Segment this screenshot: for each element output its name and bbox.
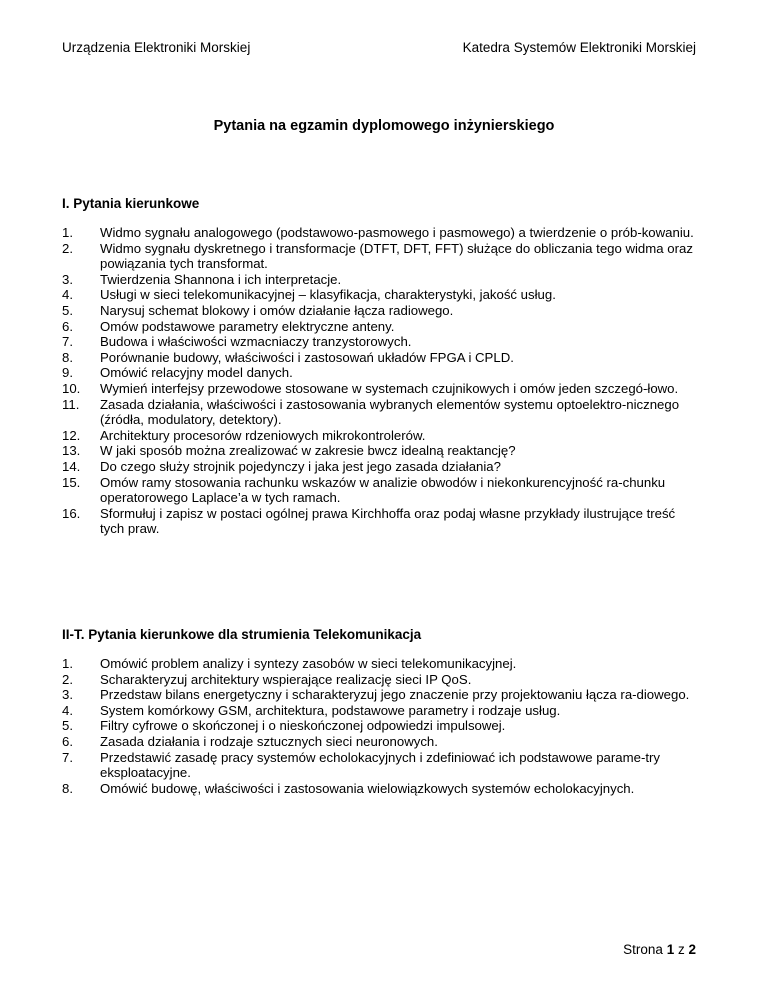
item-number: 13. [62, 443, 81, 459]
item-text: Narysuj schemat blokowy i omów działanie łącza radiowego. [100, 302, 454, 318]
list-item [62, 365, 702, 381]
item-text: Zasada działania i rodzaje sztucznych sieci neuronowych. [100, 733, 438, 749]
list-item [62, 381, 702, 397]
item-number: 1. [62, 656, 73, 671]
item-text: Twierdzenia Shannona i ich interpretacje. [100, 271, 342, 287]
list-item [62, 459, 702, 475]
item-number: 10. [62, 380, 81, 396]
list-item [62, 781, 702, 797]
document-title: Pytania na egzamin dyplomowego inżynierskiego [213, 118, 555, 134]
item-text: Sformułuj i zapisz w postaci ogólnej prawa Kirchhoffa oraz podaj własne przykłady ilustrujące treść tych praw. [100, 505, 676, 537]
list-item [62, 241, 702, 272]
item-number: 15. [62, 474, 81, 490]
item-number: 2. [62, 240, 73, 256]
item-text: Omów ramy stosowania rachunku wskazów w analizie obwodów i niekonkurencyjność ra-chunku operatorowego Laplace’a w tych ramach. [100, 474, 666, 506]
item-number: 7. [62, 334, 73, 350]
item-text: Filtry cyfrowe o skończonej i o nieskończonej odpowiedzi impulsowej. [100, 718, 506, 734]
list-item [62, 687, 702, 703]
item-number: 7. [62, 749, 73, 765]
question-list-general [62, 225, 702, 537]
item-number: 14. [62, 458, 81, 474]
list-item [62, 428, 702, 444]
list-item [62, 350, 702, 366]
header-course-name: Urządzenia Elektroniki Morskiej [62, 40, 251, 55]
item-number: 2. [62, 671, 73, 687]
item-text: Wymień interfejsy przewodowe stosowane w systemach czujnikowych i omów jeden szczegó-łowo. [100, 380, 679, 396]
list-item [62, 475, 702, 506]
current-page: 1 [666, 942, 675, 957]
item-text: Budowa i właściwości wzmacniaczy tranzystorowych. [100, 334, 412, 350]
item-text: W jaki sposób można zrealizować w zakresie bwcz idealną reaktancję? [100, 443, 516, 459]
item-text: Przedstawić zasadę pracy systemów echolokacyjnych i zdefiniować ich podstawowe parame-try eksploatacyjne. [100, 749, 660, 781]
item-text: System komórkowy GSM, architektura, podstawowe parametry i rodzaje usług. [100, 702, 561, 718]
section-heading-general: I. Pytania kierunkowe [62, 196, 200, 211]
item-text: Omówić budowę, właściwości i zastosowania wielowiązkowych systemów echolokacyjnych. [100, 780, 635, 796]
item-number: 3. [62, 687, 73, 703]
item-text: Usługi w sieci telekomunikacyjnej – klasyfikacja, charakterystyki, jakość usług. [100, 287, 556, 303]
page-label: Strona [623, 942, 663, 957]
item-text: Zasada działania, właściwości i zastosowania wybranych elementów systemu optoelektro-nicznego (źródła, modulatory, detektory). [100, 396, 680, 428]
header-department-name: Katedra Systemów Elektroniki Morskiej [462, 40, 696, 55]
item-number: 16. [62, 505, 81, 521]
item-text: Widmo sygnału analogowego (podstawowo-pasmowego i pasmowego) a twierdzenie o prób-kowaniu. [100, 225, 694, 240]
question-list-telecom [62, 656, 702, 796]
list-item [62, 287, 702, 303]
page-separator: z [677, 942, 685, 957]
item-number: 4. [62, 287, 73, 303]
list-item [62, 750, 702, 781]
list-item [62, 319, 702, 335]
list-item [62, 397, 702, 428]
item-number: 3. [62, 271, 73, 287]
list-item [62, 334, 702, 350]
section-heading-telecom: II-T. Pytania kierunkowe dla strumienia Telekomunikacja [62, 627, 422, 642]
item-number: 9. [62, 365, 73, 381]
item-number: 6. [62, 733, 73, 749]
list-item [62, 303, 702, 319]
item-number: 5. [62, 718, 73, 734]
list-item [62, 703, 702, 719]
list-item [62, 225, 702, 241]
item-number: 8. [62, 780, 73, 796]
list-item [62, 734, 702, 750]
item-number: 8. [62, 349, 73, 365]
total-pages: 2 [688, 942, 696, 957]
list-item [62, 672, 702, 688]
item-number: 6. [62, 318, 73, 334]
item-number: 11. [62, 396, 80, 412]
item-text: Przedstaw bilans energetyczny i scharakteryzuj jego znaczenie przy projektowaniu łącza ra-diowego. [100, 687, 690, 703]
item-number: 5. [62, 302, 73, 318]
item-text: Omów podstawowe parametry elektryczne anteny. [100, 318, 395, 334]
item-text: Do czego służy strojnik pojedynczy i jaka jest jego zasada działania? [100, 458, 501, 474]
item-number: 1. [62, 225, 73, 240]
item-number: 12. [62, 427, 81, 443]
item-text: Widmo sygnału dyskretnego i transformacje (DTFT, DFT, FFT) służące do obliczania tego widma oraz powiązania tych transformat. [100, 240, 693, 272]
list-item [62, 506, 702, 537]
item-text: Scharakteryzuj architektury wspierające realizację sieci IP QoS. [100, 671, 472, 687]
item-text: Omówić relacyjny model danych. [100, 365, 293, 381]
page-number [623, 942, 696, 957]
list-item [62, 443, 702, 459]
item-text: Porównanie budowy, właściwości i zastosowań układów FPGA i CPLD. [100, 349, 514, 365]
list-item [62, 718, 702, 734]
list-item [62, 272, 702, 288]
item-number: 4. [62, 702, 73, 718]
item-text: Omówić problem analizy i syntezy zasobów w sieci telekomunikacyjnej. [100, 656, 517, 671]
item-text: Architektury procesorów rdzeniowych mikrokontrolerów. [100, 427, 426, 443]
list-item [62, 656, 702, 672]
